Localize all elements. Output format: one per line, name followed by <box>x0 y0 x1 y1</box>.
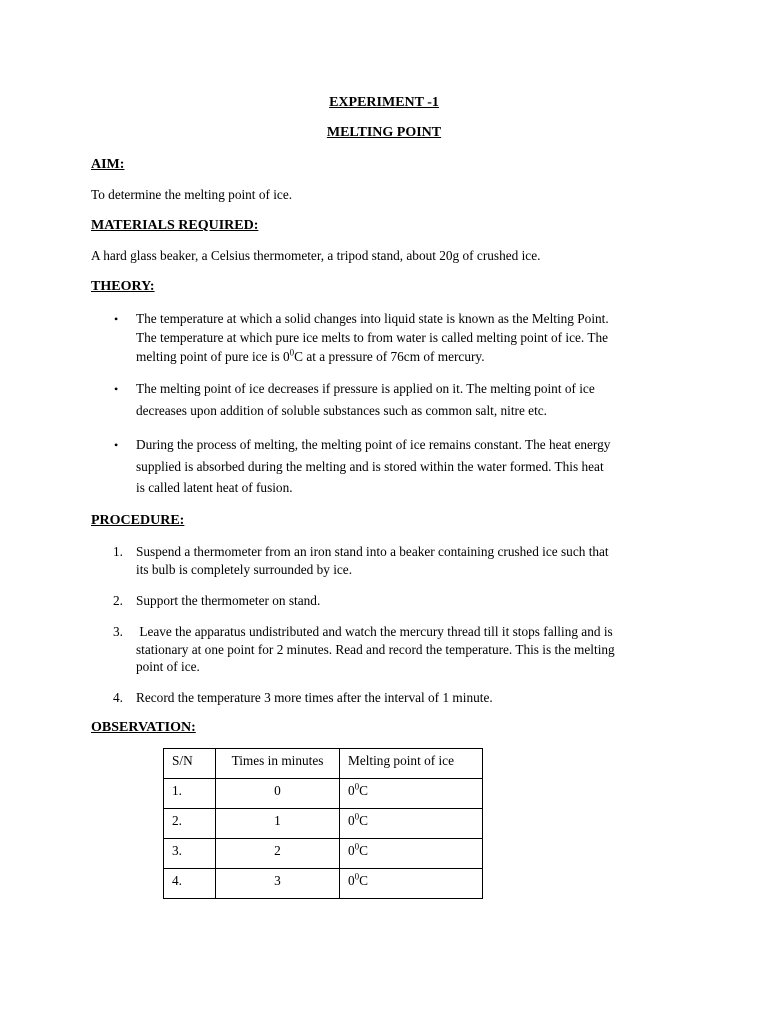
observation-table <box>163 748 483 899</box>
aim-heading: AIM: <box>91 157 125 172</box>
table-cell: $0^0C$ <box>340 779 483 809</box>
table-cell: 2. <box>164 809 216 839</box>
theory-bullet-3-line-3: is called latent heat of fusion. <box>136 480 293 495</box>
procedure-3-line-1: Leave the apparatus undistributed and watch the mercury thread till it stops falling and is <box>136 624 613 639</box>
bullet-icon: • <box>114 382 119 396</box>
table-cell: 1 <box>216 809 340 839</box>
table-cell: 3. <box>164 839 216 869</box>
theory-bullet-1-line-3: melting point of pure ice is $0^0C$ at a pressure of 76cm of mercury. <box>136 347 485 364</box>
column-header: Melting point of ice <box>340 749 483 779</box>
table-row <box>164 869 483 899</box>
theory-bullet-3-line-1: During the process of melting, the melting point of ice remains constant. The heat energy <box>136 437 611 452</box>
observation-heading: OBSERVATION: <box>91 720 196 735</box>
degree-superscript: 0 <box>289 347 295 358</box>
bullet-icon: • <box>114 312 119 326</box>
page-title: MELTING POINT <box>326 125 442 140</box>
column-header: Times in minutes <box>216 749 340 779</box>
table-cell: $0^0C$ <box>340 809 483 839</box>
table-row <box>164 839 483 869</box>
table-cell: $0^0C$ <box>340 839 483 869</box>
aim-text: To determine the melting point of ice. <box>91 187 293 202</box>
experiment-number: EXPERIMENT -1 <box>329 95 439 110</box>
table-header-row <box>164 749 483 779</box>
theory-bullet-3-line-2: supplied is absorbed during the melting and is stored within the water formed. This heat <box>136 459 604 474</box>
procedure-4-line-1: Record the temperature 3 more times after the interval of 1 minute. <box>136 690 493 705</box>
procedure-3-line-3: point of ice. <box>136 659 200 674</box>
procedure-number: 1. <box>113 544 123 559</box>
table-cell: 2 <box>216 839 340 869</box>
table-cell: 0 <box>216 779 340 809</box>
procedure-heading: PROCEDURE: <box>91 513 185 528</box>
procedure-number: 3. <box>113 624 123 639</box>
procedure-1-line-1: Suspend a thermometer from an iron stand into a beaker containing crushed ice such that <box>136 544 609 559</box>
procedure-3-line-2: stationary at one point for 2 minutes. Read and record the temperature. This is the melting <box>136 642 615 657</box>
table-cell: 4. <box>164 869 216 899</box>
table-cell: $0^0C$ <box>340 869 483 899</box>
table-row <box>164 779 483 809</box>
theory-heading: THEORY: <box>91 279 155 294</box>
bullet-icon: • <box>114 438 119 452</box>
table-cell: 3 <box>216 869 340 899</box>
table-cell: 1. <box>164 779 216 809</box>
theory-bullet-1-line-2: The temperature at which pure ice melts to from water is called melting point of ice. The <box>136 330 608 345</box>
materials-heading: MATERIALS REQUIRED: <box>91 218 259 233</box>
procedure-1-line-2: its bulb is completely surrounded by ice. <box>136 562 353 577</box>
column-header: S/N <box>164 749 216 779</box>
table-row <box>164 809 483 839</box>
procedure-number: 2. <box>113 593 123 608</box>
procedure-2-line-1: Support the thermometer on stand. <box>136 593 321 608</box>
procedure-number: 4. <box>113 690 123 705</box>
theory-bullet-2-line-1: The melting point of ice decreases if pressure is applied on it. The melting point of ice <box>136 381 595 396</box>
theory-bullet-2-line-2: decreases upon addition of soluble substances such as common salt, nitre etc. <box>136 403 547 418</box>
theory-bullet-1-line-1: The temperature at which a solid changes into liquid state is known as the Melting Point. <box>136 311 609 326</box>
materials-text: A hard glass beaker, a Celsius thermometer, a tripod stand, about 20g of crushed ice. <box>91 248 541 263</box>
